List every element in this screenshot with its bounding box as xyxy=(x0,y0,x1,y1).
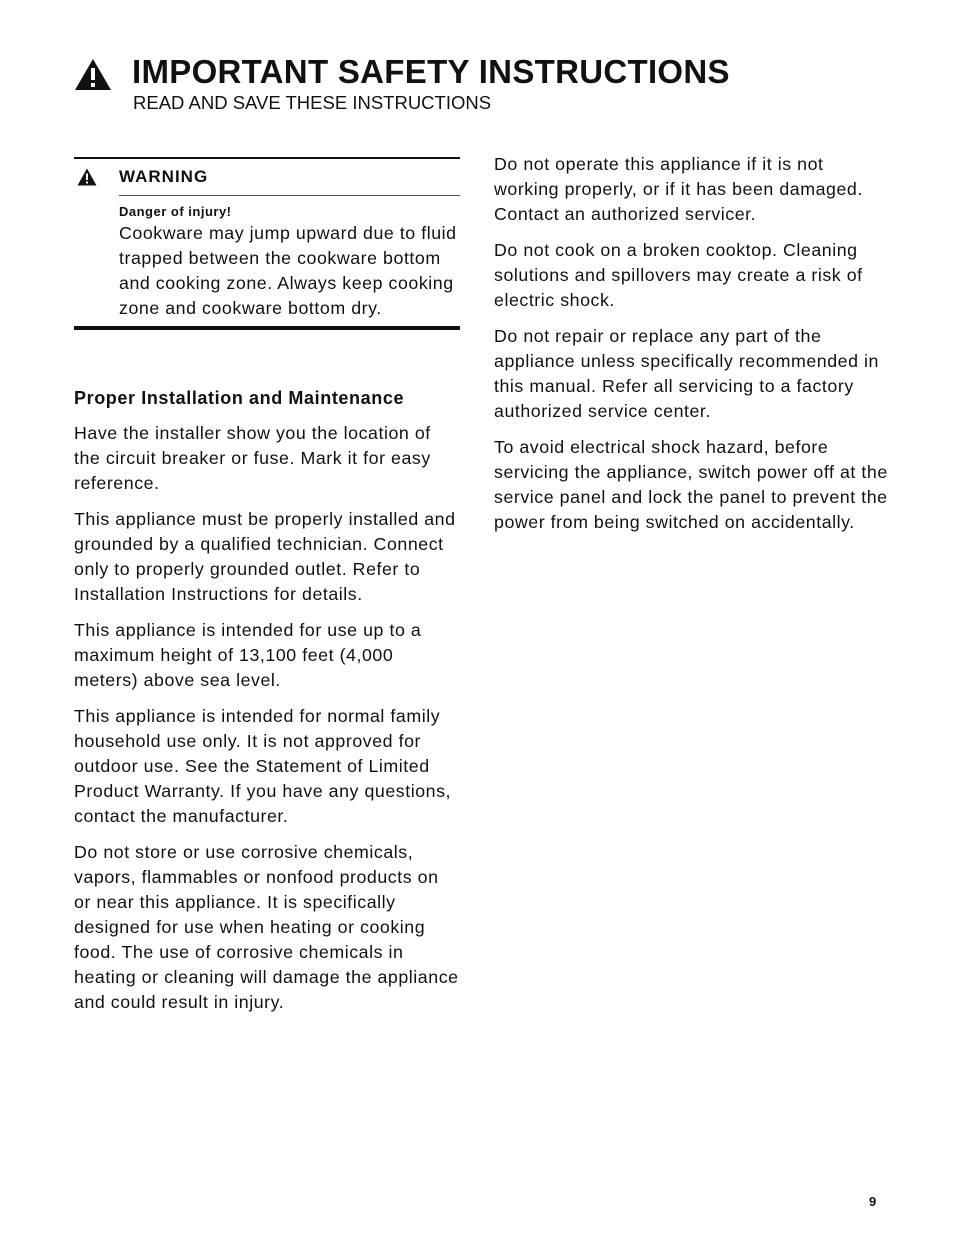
warning-triangle-icon xyxy=(74,58,112,91)
warning-box xyxy=(74,157,460,330)
paragraph: Do not cook on a broken cooktop. Cleaning solutions and spillovers may create a risk of electric shock. xyxy=(494,240,863,310)
warning-text: Cookware may jump upward due to fluid trapped between the cookware bottom and cooking zone. Always keep cooking zone and cookware bottom dry. xyxy=(119,223,457,318)
paragraph: This appliance is intended for normal family household use only. It is not approved for outdoor use. See the Statement of Limited Product Warranty. If you have any questions, contact the manufacturer. xyxy=(74,706,452,826)
page-title: IMPORTANT SAFETY INSTRUCTIONS xyxy=(132,53,730,90)
left-column xyxy=(74,157,460,1026)
warning-body xyxy=(119,203,460,321)
paragraph: This appliance must be properly installed and grounded by a qualified technician. Connect only to properly grounded outlet. Refer to Installation Instructions for details. xyxy=(74,509,456,604)
warning-label: WARNING xyxy=(119,167,209,186)
page-number: 9 xyxy=(869,1194,877,1209)
paragraph: To avoid electrical shock hazard, before servicing the appliance, switch power off at the service panel and lock the panel to prevent the power from being switched on accidentally. xyxy=(494,437,888,532)
paragraph: Do not repair or replace any part of the appliance unless specifically recommended in this manual. Refer all servicing to a factory authorized service center. xyxy=(494,326,879,421)
paragraph: Do not store or use corrosive chemicals, vapors, flammables or nonfood products on or near this appliance. It is specifically designed for use when heating or cooking food. The use of corrosive chemicals in heating or cleaning will damage the appliance and could result in injury. xyxy=(74,842,459,1012)
danger-label: Danger of injury! xyxy=(119,204,232,219)
paragraph: This appliance is intended for use up to a maximum height of 13,100 feet (4,000 meters) above sea level. xyxy=(74,620,422,690)
page-subtitle: READ AND SAVE THESE INSTRUCTIONS xyxy=(133,92,492,113)
warning-header xyxy=(119,159,460,196)
section-title: Proper Installation and Maintenance xyxy=(74,388,405,408)
warning-triangle-icon xyxy=(77,168,97,186)
paragraph: Do not operate this appliance if it is not working properly, or if it has been damaged. Contact an authorized servicer. xyxy=(494,154,863,224)
paragraph: Have the installer show you the location of the circuit breaker or fuse. Mark it for easy reference. xyxy=(74,423,431,493)
right-column xyxy=(494,152,894,546)
